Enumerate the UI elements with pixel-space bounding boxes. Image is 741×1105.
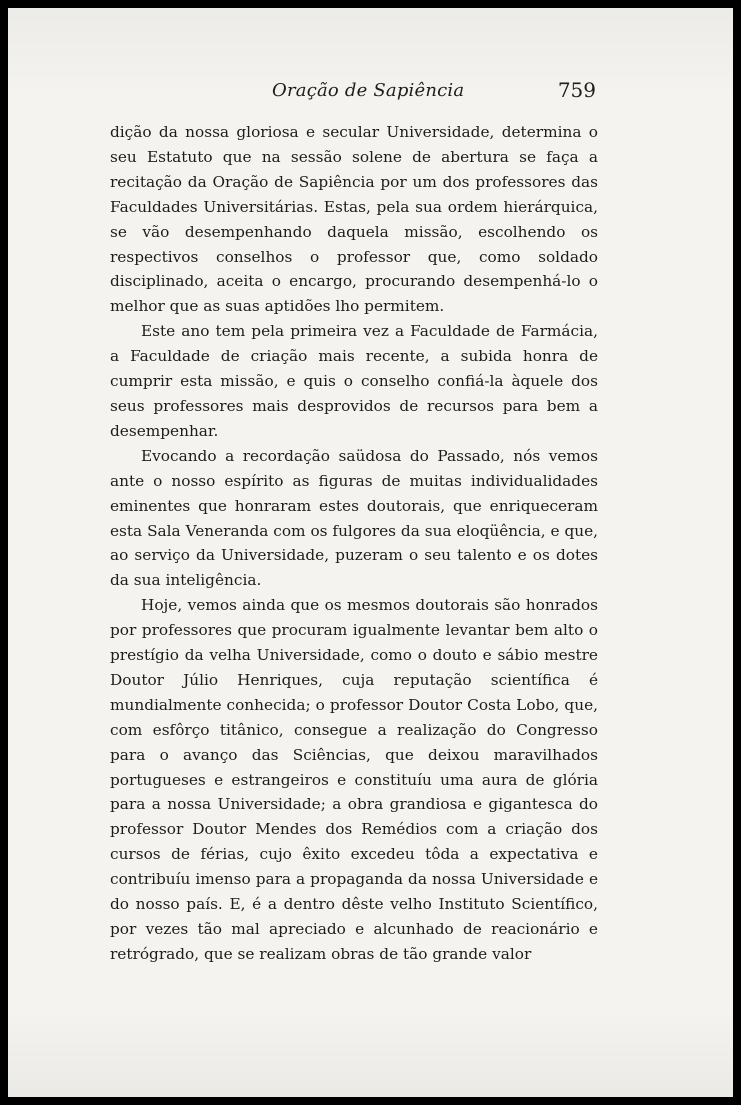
document-page xyxy=(8,8,733,1097)
page-number: 759 xyxy=(557,78,596,102)
paragraph-2: Este ano tem pela primeira vez a Faculdade de Farmácia, a Faculdade de criação mais recente, a subida honra de cumprir esta missão, e quis o conselho confiá-la àquele dos seus professores mais desprovidos de recursos para bem a desempenhar. xyxy=(110,322,598,440)
running-title: Oração de Sapiência xyxy=(272,80,465,101)
paragraph-4: Hoje, vemos ainda que os mesmos doutorais são honrados por professores que procuram igualmente levantar bem alto o prestígio da velha Universidade, como o douto e sábio mestre Doutor Júlio Henriques, cuja reputação scientífica é mundialmente conhecida; o professor Doutor Costa Lobo, que, com esfôrço titânico, consegue a realização do Congresso para o avanço das Sciências, que deixou maravilhados portugueses e estrangeiros e constituíu uma aura de glória para a nossa Universidade; a obra grandiosa e gigantesca do professor Doutor Mendes dos Remédios com a criação dos cursos de férias, cujo êxito excedeu tôda a expectativa e contribuíu imenso para a propaganda da nossa Universidade e do nosso país. E, é a dentro dêste velho Instituto Scientífico, por vezes tão mal apreciado e alcunhado de reacionário e retrógrado, que se realizam obras de tão grande valor xyxy=(110,596,598,963)
running-header xyxy=(110,76,598,110)
paragraph-1: dição da nossa gloriosa e secular Universidade, determina o seu Estatuto que na sessão solene de abertura se faça a recitação da Oração de Sapiência por um dos professores das Faculdades Universitárias. Estas, pela sua ordem hierárquica, se vão desempenhando daquela missão, escolhendo os respectivos conselhos o professor que, como soldado disciplinado, aceita o encargo, procurando desempenhá-lo o melhor que as suas aptidões lho permitem. xyxy=(110,123,598,316)
body-text xyxy=(110,120,598,967)
paragraph-3: Evocando a recordação saüdosa do Passado, nós vemos ante o nosso espírito as figuras de muitas individualidades eminentes que honraram estes doutorais, que enriqueceram esta Sala Veneranda com os fulgores da sua eloqüência, e que, ao serviço da Universidade, puzeram o seu talento e os dotes da sua inteligência. xyxy=(110,446,598,590)
